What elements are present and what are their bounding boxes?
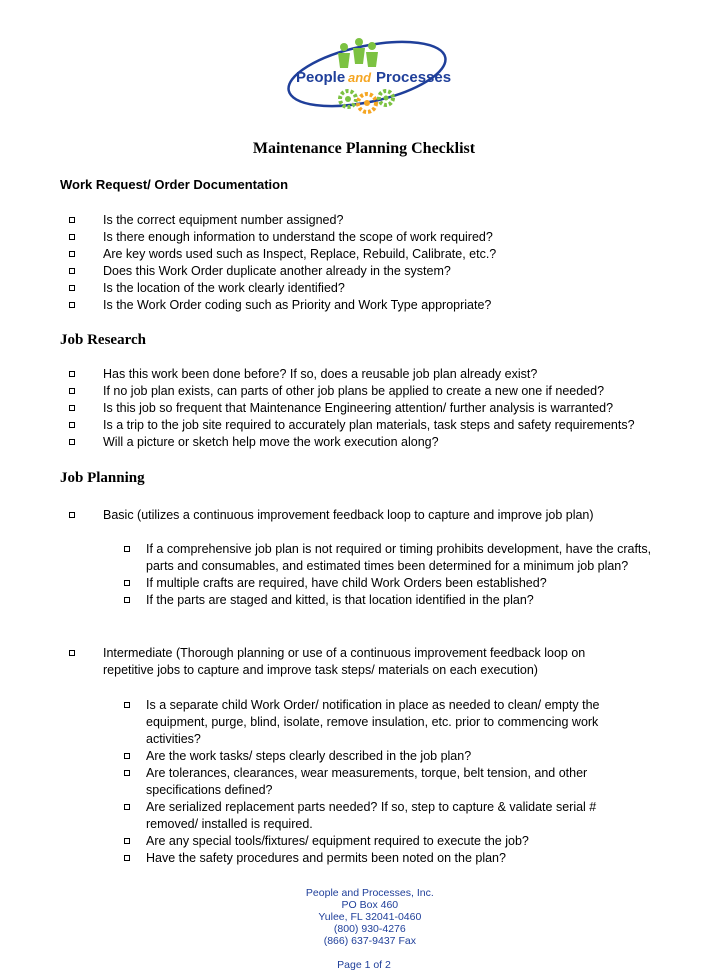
checkbox-icon[interactable] — [69, 251, 75, 257]
checkbox-icon[interactable] — [69, 405, 75, 411]
list-item: Has this work been done before? If so, does a reusable job plan already exist? — [103, 366, 723, 383]
checkbox-icon[interactable] — [124, 702, 130, 708]
list-item: Is a trip to the job site required to accurately plan materials, task steps and safety requirements? — [103, 417, 723, 434]
checkbox-icon[interactable] — [124, 753, 130, 759]
list-item: Is this job so frequent that Maintenance Engineering attention/ further analysis is warranted? — [103, 400, 723, 417]
checkbox-icon[interactable] — [69, 268, 75, 274]
list-item: Basic (utilizes a continuous improvement feedback loop to capture and improve job plan) — [103, 507, 703, 524]
page-title: Maintenance Planning Checklist — [252, 140, 476, 157]
work-request-list — [103, 212, 703, 314]
list-item: If multiple crafts are required, have child Work Orders been established? — [146, 575, 671, 592]
checkbox-icon[interactable] — [69, 388, 75, 394]
list-item: Is the correct equipment number assigned? — [103, 212, 703, 229]
checkbox-icon[interactable] — [69, 302, 75, 308]
checkbox-icon[interactable] — [69, 371, 75, 377]
footer-po-box: PO Box 460 — [341, 899, 399, 911]
footer-fax: (866) 637-9437 Fax — [323, 935, 416, 947]
checkbox-icon[interactable] — [124, 770, 130, 776]
checkbox-icon[interactable] — [69, 234, 75, 240]
svg-text:and: and — [348, 70, 372, 85]
list-item: Is the Work Order coding such as Priority and Work Type appropriate? — [103, 297, 703, 314]
people-figures-icon — [338, 38, 378, 68]
list-item: If a comprehensive job plan is not required or timing prohibits development, have the crafts, parts and consumables, and estimated times been determined for a minimum job plan? — [146, 541, 671, 575]
list-item: Are any special tools/fixtures/ equipment required to execute the job? — [146, 833, 646, 850]
page-number: Page 1 of 2 — [337, 959, 391, 971]
checkbox-icon[interactable] — [124, 804, 130, 810]
list-item: Are serialized replacement parts needed? If so, step to capture & validate serial # removed/ installed is required. — [146, 799, 646, 833]
checkbox-icon[interactable] — [69, 285, 75, 291]
list-item: Are key words used such as Inspect, Replace, Rebuild, Calibrate, etc.? — [103, 246, 703, 263]
job-planning-basic — [103, 507, 703, 524]
checkbox-icon[interactable] — [69, 422, 75, 428]
footer-company: People and Processes, Inc. — [305, 887, 434, 899]
list-item: Does this Work Order duplicate another already in the system? — [103, 263, 703, 280]
checkbox-icon[interactable] — [124, 597, 130, 603]
list-item: If no job plan exists, can parts of other job plans be applied to create a new one if needed? — [103, 383, 723, 400]
list-item: Have the safety procedures and permits been noted on the plan? — [146, 850, 646, 867]
checkbox-icon[interactable] — [69, 512, 75, 518]
list-item: Is there enough information to understand the scope of work required? — [103, 229, 703, 246]
svg-text:People: People — [296, 69, 346, 86]
footer-phone: (800) 930-4276 — [333, 923, 406, 935]
people-and-processes-logo — [282, 36, 452, 122]
checkbox-icon[interactable] — [124, 855, 130, 861]
checkbox-icon[interactable] — [69, 650, 75, 656]
checkbox-icon[interactable] — [69, 217, 75, 223]
job-planning-intermediate — [103, 645, 633, 679]
page-footer — [0, 875, 728, 971]
section-heading-work-request: Work Request/ Order Documentation — [60, 177, 289, 192]
footer-address: Yulee, FL 32041-0460 — [318, 911, 422, 923]
list-item: Will a picture or sketch help move the work execution along? — [103, 434, 723, 451]
list-item: Is a separate child Work Order/ notification in place as needed to clean/ empty the equipment, purge, blind, isolate, remove insulation, etc. prior to commencing work activities? — [146, 697, 646, 748]
list-item: If the parts are staged and kitted, is that location identified in the plan? — [146, 592, 671, 609]
section-heading-job-research: Job Research — [60, 332, 146, 348]
basic-sub-list — [146, 541, 671, 609]
checkbox-icon[interactable] — [124, 838, 130, 844]
list-item: Are the work tasks/ steps clearly described in the job plan? — [146, 748, 646, 765]
job-research-list — [103, 366, 723, 451]
section-heading-job-planning: Job Planning — [60, 470, 145, 486]
checkbox-icon[interactable] — [69, 439, 75, 445]
svg-text:Processes: Processes — [376, 69, 452, 86]
checkbox-icon[interactable] — [124, 580, 130, 586]
gears-icon — [340, 91, 393, 112]
list-item: Intermediate (Thorough planning or use of a continuous improvement feedback loop on repetitive jobs to capture and improve task steps/ materials on each execution) — [103, 645, 633, 679]
list-item: Are tolerances, clearances, wear measurements, torque, belt tension, and other specifications defined? — [146, 765, 646, 799]
intermediate-sub-list — [146, 697, 646, 867]
checkbox-icon[interactable] — [124, 546, 130, 552]
list-item: Is the location of the work clearly identified? — [103, 280, 703, 297]
